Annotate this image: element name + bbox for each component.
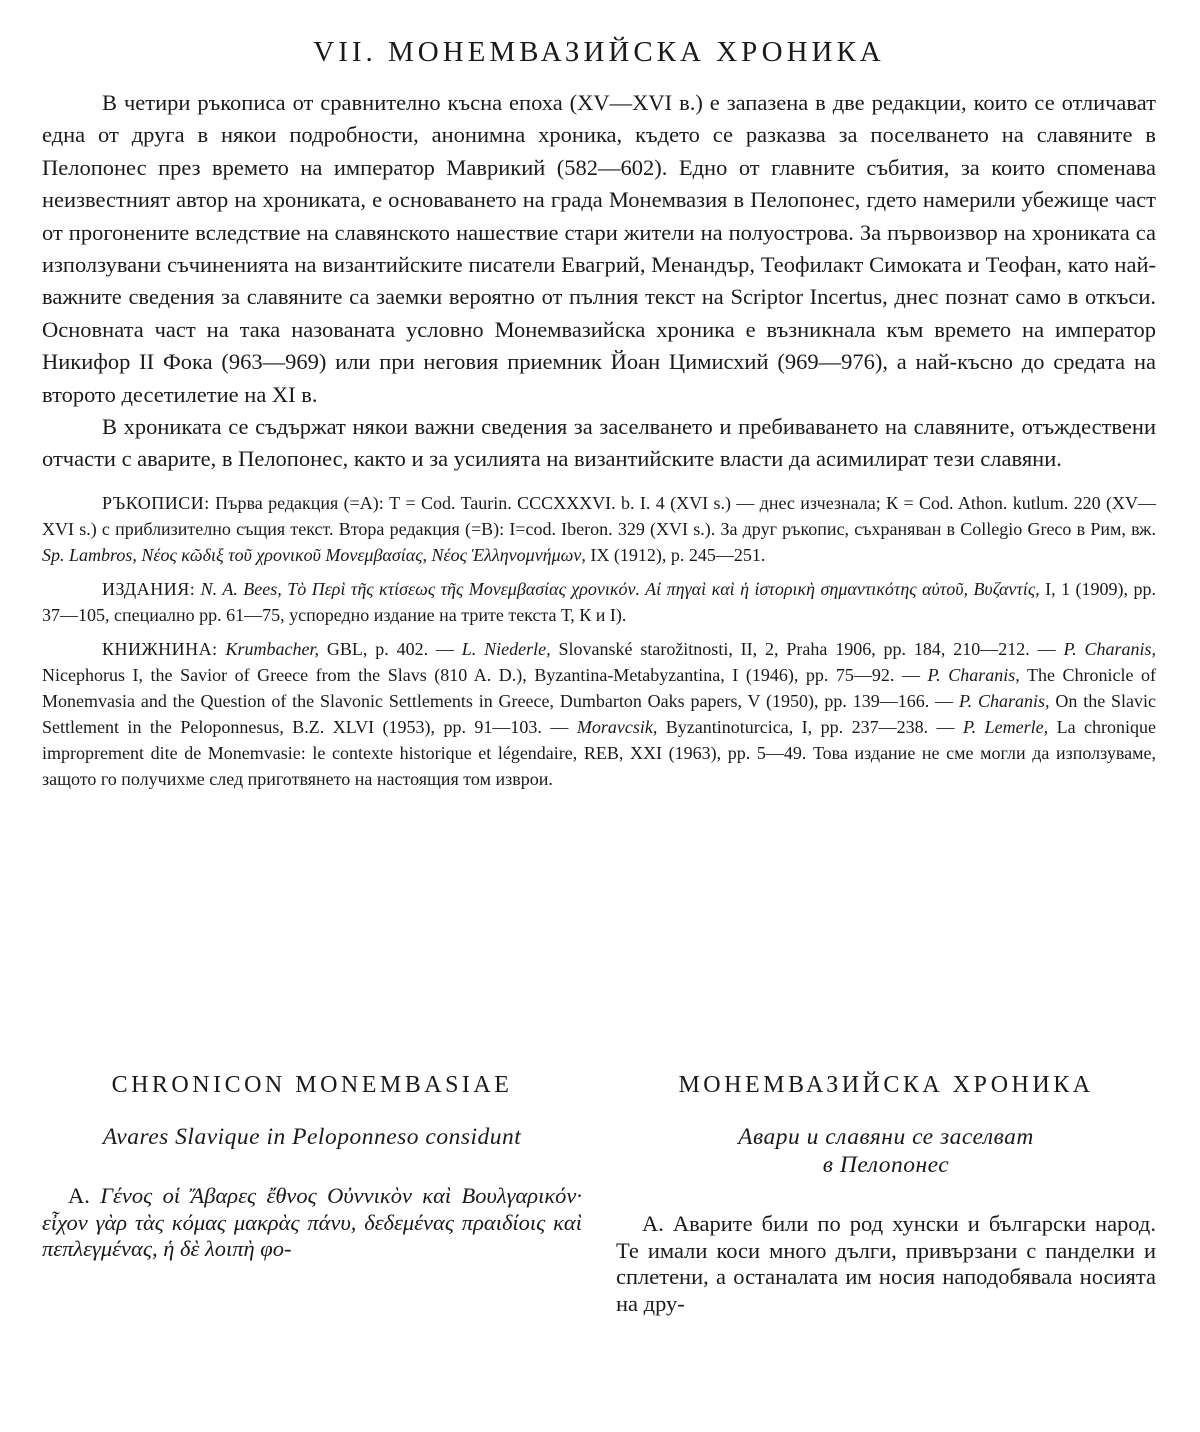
bulgarian-subtitle-line-1: Авари и славяни се заселват bbox=[738, 1124, 1034, 1150]
bulgarian-column bbox=[616, 1072, 1156, 1317]
chapter-title: VII. МОНЕМВАЗИЙСКА ХРОНИКА bbox=[313, 36, 885, 68]
bib-entry: La chronique improprement dite de Monemvasie: le contexte historique et légendaire, REB, XXI (1963), pp. 5—49. Това издание не сме могли да използуваме, защото го получихме след приготвянето на настоящия том изврои. bbox=[42, 716, 1156, 789]
bulgarian-subtitle-line-2: в Пелопонес bbox=[822, 1152, 950, 1178]
manuscripts-tail: IX (1912), p. 245—251. bbox=[590, 544, 766, 565]
greek-column bbox=[42, 1072, 582, 1317]
intro-paragraph-2: В хрониката се съдържат някои важни сведения за заселването и пребиваването на славяните, отъждествени отчасти с аварите, в Пелопонес, както и за усилията на византийските власти да асимилират тези славяни. bbox=[42, 414, 1156, 472]
bib-author: L. Niederle, bbox=[461, 638, 551, 659]
editions-label: ИЗДАНИЯ: bbox=[102, 578, 196, 599]
bulgarian-text: А. Аварите били по род хунски и български народ. Те имали коси много дълги, привързани с панделки и сплетени, а останалата им носия наподобявала носията на дру- bbox=[616, 1211, 1156, 1316]
editions-note bbox=[42, 576, 1156, 628]
bib-author: P. Lemerle, bbox=[963, 716, 1049, 737]
manuscripts-text: Първа редакция (=А): Т = Cod. Taurin. CCCXXXVI. b. I. 4 (XVI s.) — днес изчезнала; К = Cod. Athon. kutlum. 220 (XV—XVI s.) с приблизително същия текст. Втора редакция (=В): I=cod. Iberon. 329 (XVI s.). За друг ръкопис, съхраняван в Collegio Greco в Рим, вж. bbox=[42, 492, 1156, 539]
greek-text bbox=[42, 1183, 582, 1263]
bibliography-note bbox=[42, 636, 1156, 792]
greek-text-body: Γένος οἱ Ἄβαρες ἔθνος Οὐννικὸν καὶ Βουλγαρικόν· εἶχον γὰρ τὰς κόμας μακρὰς πάνυ, δεδεμένας πραιδίοις καὶ πεπλεγμένας, ἡ δὲ λοιπὴ φο- bbox=[42, 1183, 582, 1261]
document-page bbox=[42, 30, 1156, 800]
bib-entry: Slovanské starožitnosti, II, 2, Praha 1906, pp. 184, 210—212. — bbox=[558, 638, 1056, 659]
manuscripts-label: РЪКОПИСИ: bbox=[102, 492, 210, 513]
bulgarian-column-title: МОНЕМВАЗИЙСКА ХРОНИКА bbox=[678, 1072, 1094, 1098]
bib-entry: Byzantinoturcica, I, pp. 237—238. — bbox=[665, 716, 955, 737]
editions-tail: I, 1 (1909), pp. 37—105, специално pp. 61—75, успоредно издание на трите текста Т, К и I). bbox=[42, 578, 1156, 625]
bib-entry: The Chronicle of Monemvasia and the Question of the Slavonic Settlements in Greece, Dumbarton Oaks papers, V (1950), pp. 139—166. — bbox=[42, 664, 1156, 711]
notes-section bbox=[42, 490, 1156, 792]
bib-entry: Nicephorus I, the Savior of Greece from the Slavs (810 A. D.), Byzantina-Metabyzantina, I (1946), pp. 75—92. — bbox=[42, 664, 920, 685]
greek-column-title: CHRONICON MONEMBASIAE bbox=[111, 1072, 513, 1098]
bib-entry: On the Slavic Settlement in the Peloponnesus, B.Z. XLVI (1953), pp. 91—103. — bbox=[42, 690, 1157, 737]
manuscripts-author: Sp. Lambros, bbox=[42, 544, 137, 565]
greek-text-marker: А. bbox=[68, 1183, 90, 1208]
manuscripts-title: Νέος κῶδιξ τοῦ χρονικοῦ Μονεμβασίας, Νέος Ἑλληνομνήμων, bbox=[141, 544, 586, 565]
bib-author: P. Charanis, bbox=[1063, 638, 1157, 659]
bib-author: P. Charanis, bbox=[958, 690, 1050, 711]
bib-entry: GBL, p. 402. — bbox=[326, 638, 454, 659]
bulgarian-column-subtitle bbox=[616, 1123, 1156, 1179]
bib-author: P. Charanis, bbox=[927, 664, 1020, 685]
greek-column-subtitle: Avares Slavique in Peloponneso considunt bbox=[102, 1124, 522, 1150]
bib-author: Moravcsik, bbox=[576, 716, 658, 737]
bibliography-label: КНИЖНИНА: bbox=[102, 638, 218, 659]
parallel-columns bbox=[42, 1072, 1156, 1317]
editions-author: N. A. Bees, bbox=[200, 578, 282, 599]
bib-author: Krumbacher, bbox=[225, 638, 319, 659]
editions-title: Τὸ Περὶ τῆς κτίσεως τῆς Μονεμβασίας χρονικόν. Αἱ πηγαὶ καὶ ἡ ἱστορικὴ σημαντικότης αὐτοῦ, Βυζαντίς, bbox=[287, 578, 1040, 599]
intro-paragraph-1: В четири ръкописа от сравнително късна епоха (XV—XVI в.) е запазена в две редакции, които се отличават една от друга в някои подробности, анонимна хроника, където се разказва за поселването на славяните в Пелопонес през времето на император Маврикий (582—602). Едно от главните събития, за които споменава неизвестният автор на хрониката, е основаването на града Монемвазия в Пелопонес, гдето намерили убежище част от прогонените вследствие на славянското нашествие стари жители на полуострова. За първоизвор на хрониката са използувани съчиненията на византийските писатели Евагрий, Менандър, Теофилакт Симоката и Теофан, като най-важните сведения за славяните са заемки вероятно от пълния текст на Scriptor Incertus, днес познат само в откъси. Основната част на така назованата условно Монемвазийска хроника е възникнала към времето на император Никифор II Фока (963—969) или при неговия приемник Йоан Цимисхий (969—976), а най-късно до средата на второто десетилетие на XI в. bbox=[42, 90, 1156, 407]
manuscripts-note bbox=[42, 490, 1156, 568]
